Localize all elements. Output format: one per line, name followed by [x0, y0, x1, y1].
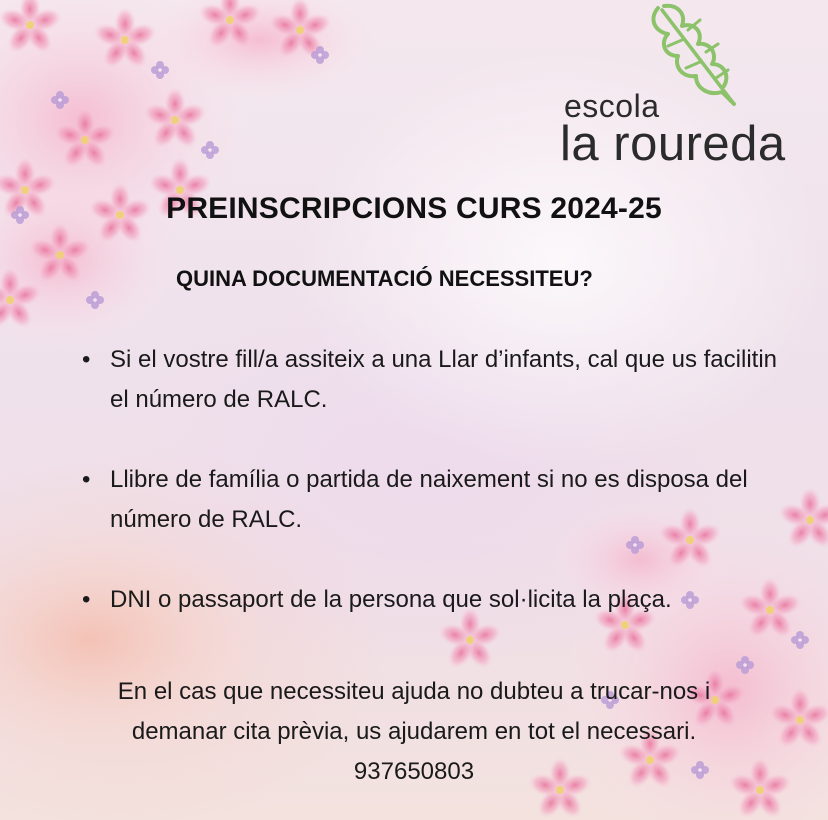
footer-line-1: En el cas que necessiteu ajuda no dubteu a trucar-nos i: [117, 678, 711, 705]
page-title: PREINSCRIPCIONS CURS 2024-25: [166, 192, 662, 225]
list-item: [82, 460, 782, 540]
list-item-text: Si el vostre fill/a assiteix a una Llar d’infants, cal que us facilitin el número de RALC.: [110, 346, 777, 413]
bullet-icon: •: [82, 346, 91, 373]
logo-line-school-name: la roureda: [560, 117, 786, 171]
list-item-text: DNI o passaport de la persona que sol·licita la plaça.: [110, 586, 672, 613]
list-item: [82, 580, 782, 620]
phone-number: 937650803: [353, 758, 475, 785]
list-item: [82, 340, 782, 420]
school-logo: [560, 0, 820, 170]
contact-footer: [64, 672, 764, 792]
bullet-icon: •: [82, 466, 91, 493]
bullet-icon: •: [82, 586, 91, 613]
logo-line-escola: escola: [564, 88, 660, 124]
footer-line-2: demanar cita prèvia, us ajudarem en tot el necessari.: [131, 718, 697, 745]
list-item-text: Llibre de família o partida de naixement si no es disposa del número de RALC.: [110, 466, 748, 533]
section-subtitle: QUINA DOCUMENTACIÓ NECESSITEU?: [176, 266, 593, 291]
